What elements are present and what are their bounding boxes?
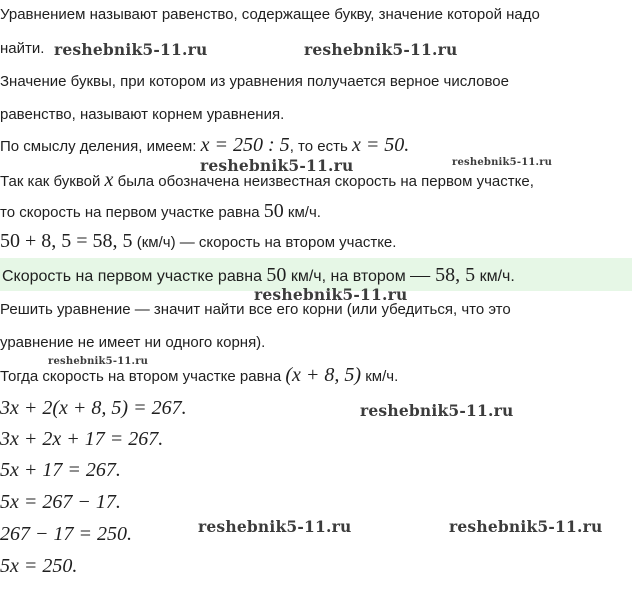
division-result-math: x = 50. [351, 134, 410, 156]
watermark: reshebnik5-11.ru [254, 285, 408, 304]
answer-text: Скорость на первом участке равна [2, 268, 267, 285]
text-line [0, 106, 632, 123]
speed1-text: то скорость на первом участке равна [0, 204, 264, 221]
division-text: По смыслу деления, имеем: [0, 138, 201, 155]
speed2-math: 50 + 8, 5 = 58, 5 [0, 230, 133, 252]
equation-step-1: 3x + 2(x + 8, 5) = 267. [0, 397, 187, 419]
watermark: reshebnik5-11.ru [452, 157, 553, 168]
variable-text: Так как буквой [0, 173, 105, 190]
watermark: reshebnik5-11.ru [198, 517, 352, 536]
speed2-expr-text: Тогда скорость на втором участке равна [0, 368, 286, 385]
equation-step-6: 5x = 250. [0, 555, 78, 577]
equation-step-5: 267 − 17 = 250. [0, 523, 132, 545]
variable-math: x [104, 169, 114, 191]
speed2-expr-math: (x + 8, 5) [285, 364, 362, 386]
text-line [0, 73, 632, 90]
solve-definition-line-2: уравнение не имеет ни одного корня). [0, 334, 266, 351]
text-line [0, 364, 632, 387]
speed1-math: 50 [263, 200, 284, 222]
speed2-unit: (км/ч) [132, 234, 180, 251]
watermark: reshebnik5-11.ru [54, 40, 208, 59]
text-line [0, 334, 632, 351]
text-line [0, 6, 632, 23]
answer-math-1: 50 [266, 264, 287, 286]
definition-line-1: Уравнением называют равенство, содержащее букву, значение которой надо [0, 6, 540, 23]
speed2-expr-unit: км/ч. [361, 368, 399, 385]
watermark: reshebnik5-11.ru [200, 156, 354, 175]
answer-math-2: — 58, 5 [410, 264, 476, 286]
answer-text-2: км/ч, на втором [286, 268, 411, 285]
equation-step-2: 3x + 2x + 17 = 267. [0, 428, 164, 450]
answer-unit: км/ч. [475, 268, 515, 285]
watermark: reshebnik5-11.ru [48, 356, 149, 367]
variable-text-2: была обозначена неизвестная скорость на первом участке, [113, 173, 534, 190]
text-line [0, 230, 632, 253]
speed1-unit: км/ч. [283, 204, 321, 221]
division-text-2: , то есть [289, 138, 352, 155]
root-definition-line-2: равенство, называют корнем уравнения. [0, 106, 285, 123]
watermark: reshebnik5-11.ru [360, 401, 514, 420]
watermark: reshebnik5-11.ru [449, 517, 603, 536]
division-math: x = 250 : 5 [200, 134, 290, 156]
text-line [0, 134, 632, 157]
definition-line-2: найти. [0, 40, 45, 57]
solve-definition-line-1: Решить уравнение — значит найти все его корни (или убедиться, что это [0, 301, 511, 318]
speed2-text: — скорость на втором участке. [179, 234, 397, 251]
text-line [0, 200, 632, 223]
equation-step-3: 5x + 17 = 267. [0, 459, 121, 481]
root-definition-line-1: Значение буквы, при котором из уравнения получается верное числовое [0, 73, 509, 90]
equation-step-4: 5x = 267 − 17. [0, 491, 121, 513]
watermark: reshebnik5-11.ru [304, 40, 458, 59]
